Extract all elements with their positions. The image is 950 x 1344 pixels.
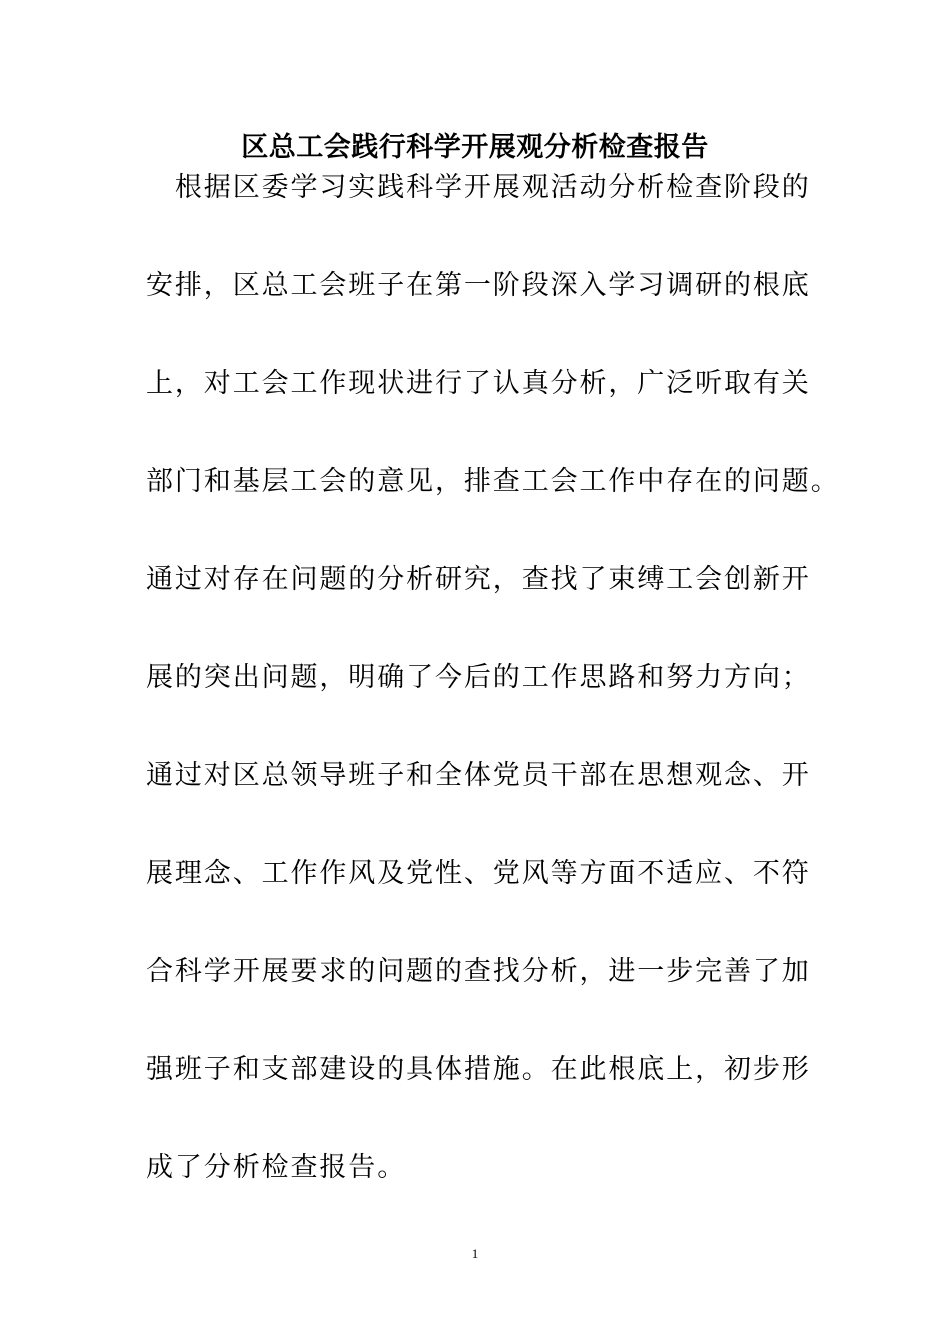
- body-line-4: 部门和基层工会的意见，排查工会工作中存在的问题。: [146, 466, 840, 497]
- body-line-6: 展的突出问题，明确了今后的工作思路和努力方向；: [146, 662, 811, 693]
- body-line-9: 合科学开展要求的问题的查找分析，进一步完善了加: [146, 956, 811, 987]
- body-line-11: 成了分析检查报告。: [146, 1152, 407, 1183]
- body-line-8: 展理念、工作作风及党性、党风等方面不适应、不符: [146, 858, 811, 889]
- body-line-7: 通过对区总领导班子和全体党员干部在思想观念、开: [146, 760, 811, 791]
- document-title: 区总工会践行科学开展观分析检查报告: [241, 132, 709, 163]
- body-line-2: 安排，区总工会班子在第一阶段深入学习调研的根底: [146, 270, 811, 301]
- body-line-5: 通过对存在问题的分析研究，查找了束缚工会创新开: [146, 564, 811, 595]
- body-line-10: 强班子和支部建设的具体措施。在此根底上，初步形: [146, 1054, 811, 1085]
- body-line-1: 根据区委学习实践科学开展观活动分析检查阶段的: [146, 172, 811, 203]
- page-number: 1: [471, 1246, 479, 1261]
- body-line-3: 上，对工会工作现状进行了认真分析，广泛听取有关: [146, 368, 811, 399]
